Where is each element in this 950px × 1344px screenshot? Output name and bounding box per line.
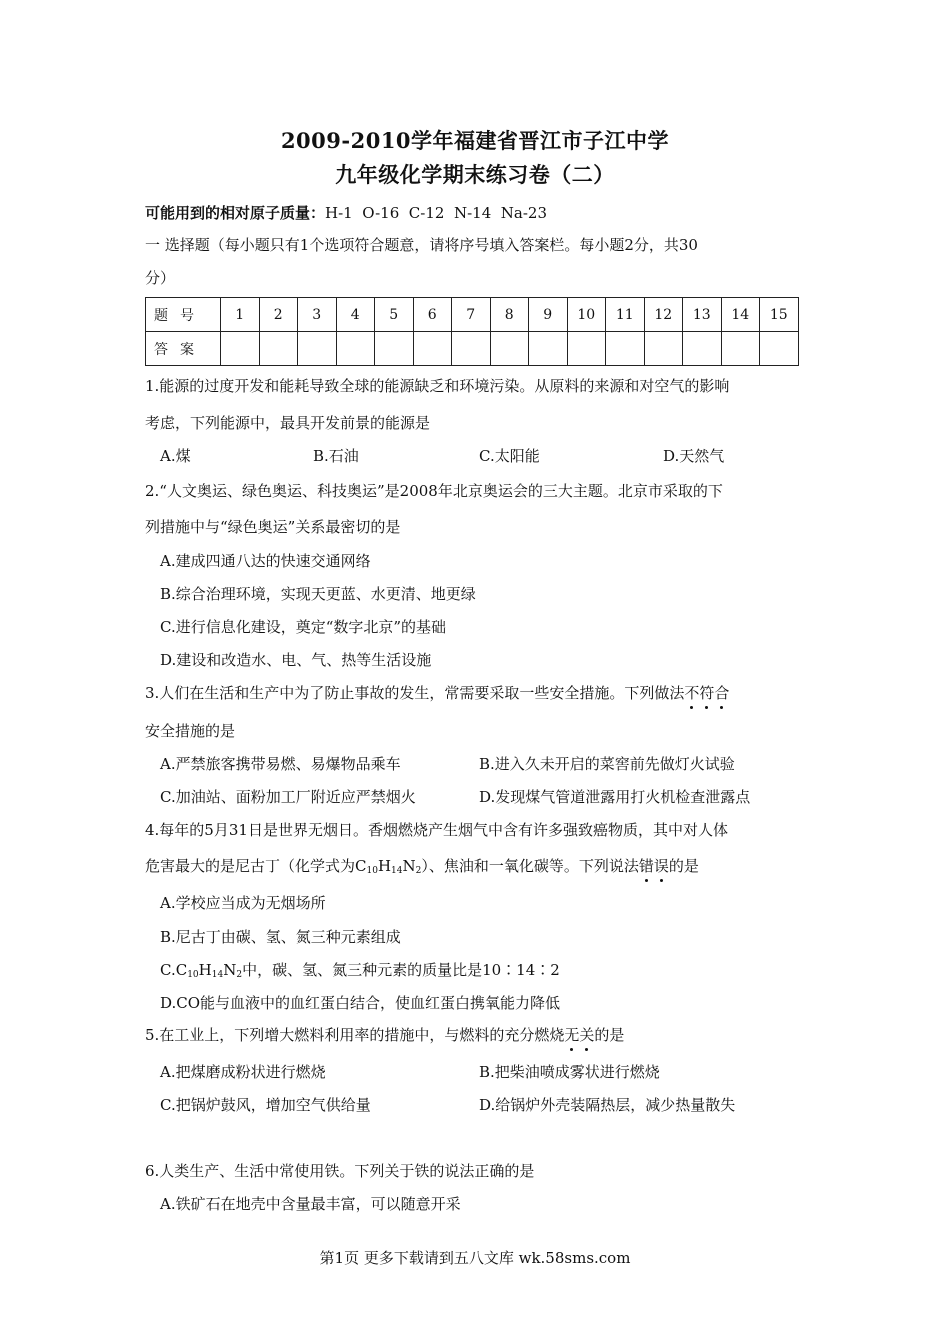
answer-cell[interactable] [336, 332, 375, 366]
answer-table [145, 297, 799, 366]
answer-num: 14 [721, 298, 760, 332]
answer-num: 10 [567, 298, 606, 332]
answer-cell[interactable] [298, 332, 337, 366]
q4-option-c [160, 959, 560, 980]
formula-subscript: 10 [187, 970, 199, 980]
answer-cell[interactable] [452, 332, 491, 366]
q3-emphasis: 合 [714, 684, 730, 702]
q5-emphasis: 关 [579, 1026, 595, 1044]
formula-element: C [175, 961, 188, 979]
answer-cell[interactable] [529, 332, 568, 366]
answer-cell[interactable] [413, 332, 452, 366]
atomic-mass-line [145, 202, 547, 223]
formula-element: C [355, 857, 367, 875]
q2-stem: 2.“人文奥运、绿色奥运、科技奥运”是2008年北京奥运会的三大主题。北京市采取的下 [145, 482, 723, 500]
answer-cell[interactable] [644, 332, 683, 366]
answer-cell[interactable] [375, 332, 414, 366]
q4-stem-text: ）、焦油和一氧化碳等。下列说法 [421, 857, 639, 875]
answer-cell[interactable] [221, 332, 260, 366]
q5-stem [145, 1024, 624, 1045]
formula-subscript: 10 [366, 866, 378, 876]
formula-subscript: 2 [236, 970, 243, 980]
answer-table-answer-label: 答案 [146, 332, 221, 366]
answer-num: 11 [606, 298, 645, 332]
q3-emphasis: 符 [699, 684, 715, 702]
q2-option-d: D.建设和改造水、电、气、热等生活设施 [160, 651, 432, 669]
answer-num: 7 [452, 298, 491, 332]
answer-cell[interactable] [721, 332, 760, 366]
atomic-mass-label: 可能用到的相对原子质量： [145, 204, 326, 222]
answer-num: 2 [259, 298, 298, 332]
formula-element: H [198, 961, 212, 979]
q5-stem-text: 5.在工业上，下列增大燃料利用率的措施中，与燃料的充分燃烧 [145, 1026, 565, 1044]
q4-stem-text: 危害最大的是尼古丁（化学式为 [145, 857, 356, 875]
formula-subscript: 14 [391, 866, 403, 876]
section-1-heading: 一 选择题（每小题只有1个选项符合题意，请将序号填入答案栏。每小题2分，共30 [145, 236, 698, 254]
q3-stem [145, 682, 729, 703]
option-letter: C. [160, 961, 176, 979]
q3-stem-cont: 安全措施的是 [145, 722, 236, 740]
title-line-1: 2009-2010学年福建省晋江市子江中学 [280, 128, 670, 153]
answer-table-row-numbers [146, 298, 799, 332]
q3-option-a: A.严禁旅客携带易燃、易爆物品乘车 [160, 755, 401, 773]
q1-option-c: C.太阳能 [479, 447, 540, 465]
answer-num: 6 [413, 298, 452, 332]
formula-element: N [223, 961, 237, 979]
q1-option-b: B.石油 [313, 447, 359, 465]
atomic-mass-values: H-1 O-16 C-12 N-14 Na-23 [325, 204, 547, 222]
q3-option-b: B.进入久未开启的菜窖前先做灯火试验 [479, 755, 735, 773]
q5-option-c: C.把锅炉鼓风，增加空气供给量 [160, 1096, 371, 1114]
q6-option-a: A.铁矿石在地壳中含量最丰富，可以随意开采 [160, 1195, 461, 1213]
formula-element: H [377, 857, 392, 875]
q1-stem-cont: 考虑，下列能源中，最具开发前景的能源是 [145, 414, 431, 432]
q3-emphasis: 不 [684, 684, 700, 702]
q4-stem-cont [145, 855, 699, 876]
q4-option-a: A.学校应当成为无烟场所 [160, 894, 326, 912]
formula-subscript: 2 [415, 866, 422, 876]
q1-option-d: D.天然气 [663, 447, 725, 465]
answer-num: 8 [490, 298, 529, 332]
title-line-2: 九年级化学期末练习卷（二） [335, 162, 615, 187]
q4-emphasis: 误 [653, 857, 669, 875]
q5-option-d: D.给锅炉外壳装隔热层，减少热量散失 [479, 1096, 736, 1114]
q4-stem: 4.每年的5月31日是世界无烟日。香烟燃烧产生烟气中含有许多强致癌物质，其中对人体 [145, 821, 728, 839]
section-1-heading-cont: 分） [145, 269, 176, 287]
nicotine-formula [355, 857, 421, 875]
nicotine-formula [176, 961, 242, 979]
q3-stem-text: 3.人们在生活和生产中为了防止事故的发生，常需要采取一些安全措施。下列做法 [145, 684, 685, 702]
q2-option-a: A.建成四通八达的快速交通网络 [160, 552, 371, 570]
answer-num: 1 [221, 298, 260, 332]
formula-subscript: 14 [211, 970, 224, 980]
q3-option-c: C.加油站、面粉加工厂附近应严禁烟火 [160, 788, 416, 806]
answer-num: 4 [336, 298, 375, 332]
q3-option-d: D.发现煤气管道泄露用打火机检查泄露点 [479, 788, 751, 806]
q1-stem: 1.能源的过度开发和能耗导致全球的能源缺乏和环境污染。从原料的来源和对空气的影响 [145, 377, 730, 395]
answer-num: 3 [298, 298, 337, 332]
answer-num: 13 [683, 298, 722, 332]
answer-table-row-answers [146, 332, 799, 366]
q5-emphasis: 无 [564, 1026, 580, 1044]
answer-cell[interactable] [259, 332, 298, 366]
q5-stem-text: 的是 [594, 1026, 625, 1044]
option-text: 中，碳、氢、氮三种元素的质量比是10∶14∶2 [242, 961, 560, 979]
q1-option-a: A.煤 [160, 447, 191, 465]
answer-table-header: 题号 [146, 298, 221, 332]
answer-cell[interactable] [490, 332, 529, 366]
page-footer: 第1页 更多下载请到五八文库 wk.58sms.com [319, 1249, 631, 1267]
q5-option-b: B.把柴油喷成雾状进行燃烧 [479, 1063, 660, 1081]
q2-stem-cont: 列措施中与“绿色奥运”关系最密切的是 [145, 518, 401, 536]
answer-cell[interactable] [760, 332, 799, 366]
q5-option-a: A.把煤磨成粉状进行燃烧 [160, 1063, 326, 1081]
q4-option-b: B.尼古丁由碳、氢、氮三种元素组成 [160, 928, 401, 946]
q6-stem: 6.人类生产、生活中常使用铁。下列关于铁的说法正确的是 [145, 1162, 535, 1180]
q2-option-b: B.综合治理环境，实现天更蓝、水更清、地更绿 [160, 585, 476, 603]
formula-element: N [402, 857, 416, 875]
q4-emphasis: 错 [638, 857, 654, 875]
q2-option-c: C.进行信息化建设，奠定“数字北京”的基础 [160, 618, 447, 636]
q4-stem-text: 的是 [668, 857, 699, 875]
answer-num: 9 [529, 298, 568, 332]
q4-option-d: D.CO能与血液中的血红蛋白结合，使血红蛋白携氧能力降低 [160, 994, 561, 1012]
answer-cell[interactable] [567, 332, 606, 366]
answer-cell[interactable] [606, 332, 645, 366]
answer-num: 5 [375, 298, 414, 332]
answer-cell[interactable] [683, 332, 722, 366]
answer-num: 15 [760, 298, 799, 332]
answer-num: 12 [644, 298, 683, 332]
